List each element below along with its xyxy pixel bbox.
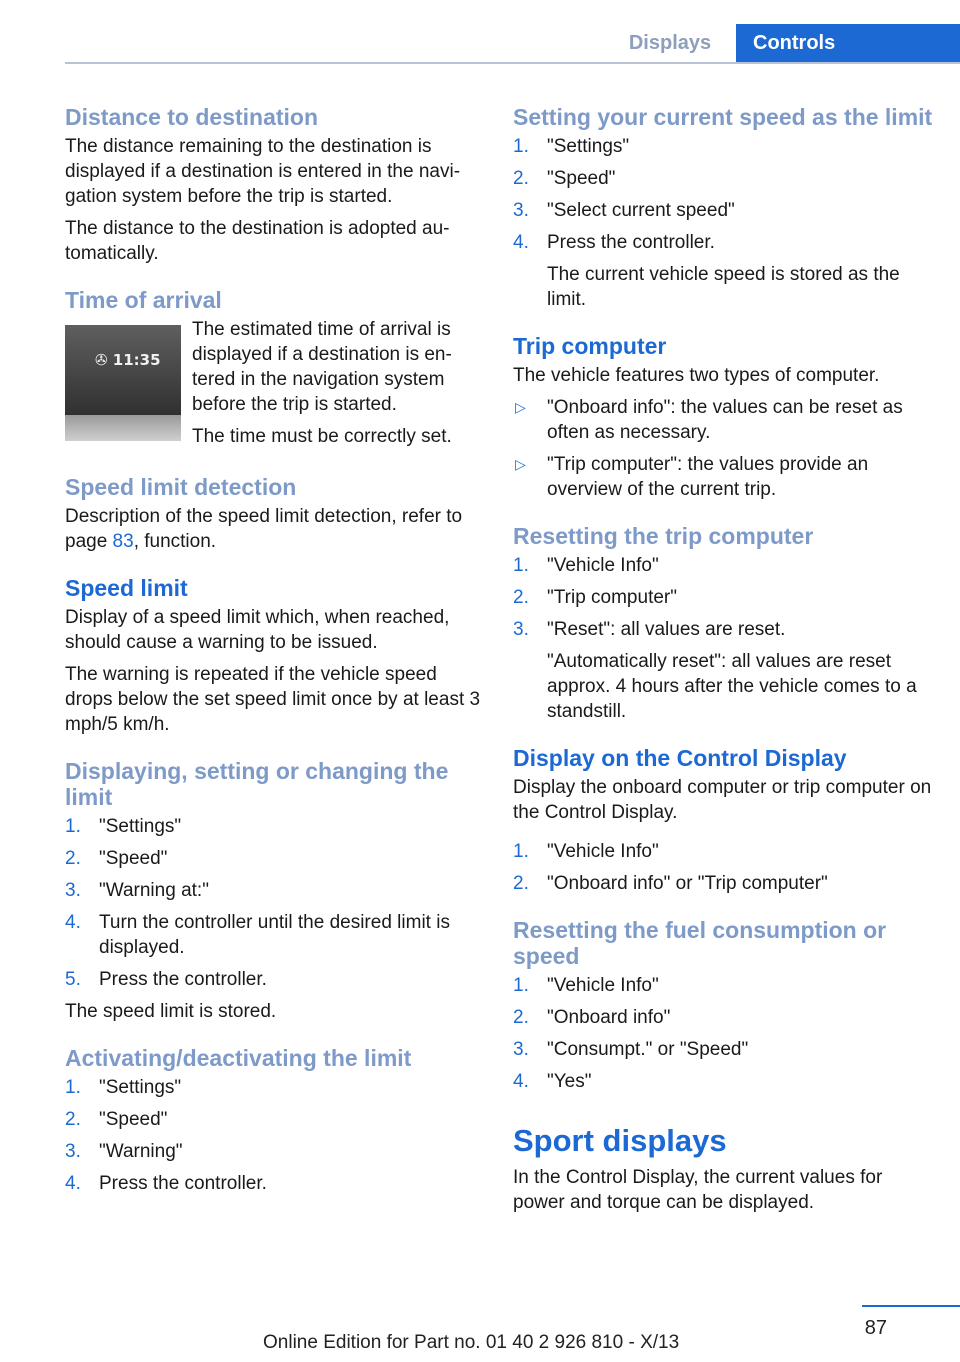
right-column [513, 100, 933, 1222]
list-item: 4. "Yes" [513, 1071, 592, 1092]
list-item: 2. "Trip computer" [513, 587, 677, 608]
heading-resetting-trip-computer: Resetting the trip computer [513, 523, 814, 549]
list-item: 1. "Vehicle Info" [513, 975, 659, 996]
numbered-list [65, 1075, 483, 1196]
header-bar [65, 24, 960, 64]
list-item: 1. "Vehicle Info" [513, 841, 659, 862]
list-item: 3. "Select current speed" [513, 200, 735, 221]
numbered-list [513, 134, 933, 312]
list-item: 2. "Speed" [513, 168, 616, 189]
list-item: 1. "Vehicle Info" [513, 555, 659, 576]
list-item: 4. Press the controller. [65, 1173, 267, 1194]
paragraph: In the Control Display, the current values for power and torque can be displayed. [513, 1167, 883, 1213]
paragraph: Display the onboard computer or trip computer on the Control Display. [513, 777, 932, 823]
footer-rule [862, 1305, 960, 1307]
heading-speed-limit: Speed limit [65, 575, 188, 601]
page-number: 87 [864, 1317, 887, 1339]
list-item: ▷ "Trip computer": the values provide an overview of the current trip. [515, 454, 869, 500]
paragraph: The distance to the destination is adopted automatically. [65, 218, 450, 264]
list-item: 1. "Settings" [65, 1077, 182, 1098]
list-item: 3. "Reset": all values are reset. "Automatically reset": all values are reset approx. 4 hours after the vehicle comes to a standstill. [513, 619, 917, 722]
list-item: 3. "Warning" [65, 1141, 183, 1162]
heading-trip-computer: Trip computer [513, 333, 667, 359]
heading-distance-to-destination: Distance to destination [65, 104, 319, 130]
list-item: 4. Press the controller. The current vehicle speed is stored as the limit. [513, 232, 900, 310]
list-item: ▷ "Onboard info": the values can be reset as often as necessary. [515, 397, 903, 443]
tab-displays[interactable]: Displays [628, 32, 712, 54]
list-item: 1. "Settings" [65, 816, 182, 837]
arrival-block [65, 317, 483, 456]
edition-note: Online Edition for Part no. 01 40 2 926 810 - X/13 [263, 1332, 680, 1353]
paragraph: The distance remaining to the destination is displayed if a destination is entered in the navigation system before the trip is started. [65, 136, 461, 207]
triangle-bullet-icon: ▷ [515, 456, 526, 472]
heading-control-display: Display on the Control Display [513, 745, 847, 771]
numbered-list [513, 839, 933, 896]
paragraph: The speed limit is stored. [65, 1001, 277, 1022]
page-link[interactable]: 83 [112, 531, 134, 552]
heading-current-speed-limit: Setting your current speed as the limit [513, 104, 933, 130]
heading-activating-limit: Activating/deactivating the limit [65, 1045, 412, 1071]
list-item: 2. "Onboard info" or "Trip computer" [513, 873, 828, 894]
heading-speed-limit-detection: Speed limit detection [65, 474, 297, 500]
tab-controls[interactable]: Controls [736, 24, 960, 62]
paragraph: The vehicle features two types of computer. [513, 365, 880, 386]
list-item: 4. Turn the controller until the desired limit is displayed. [65, 912, 450, 958]
paragraph: Description of the speed limit detection, refer to page 83, function. [65, 506, 463, 552]
list-item: 3. "Consumpt." or "Speed" [513, 1039, 749, 1060]
numbered-list [513, 973, 933, 1094]
numbered-list [513, 553, 933, 724]
numbered-list [65, 814, 483, 992]
clock-readout: ✇ 11:35 [95, 351, 161, 369]
list-item: 2. "Speed" [65, 848, 168, 869]
bullet-list [513, 395, 933, 502]
arrival-time-display-image [65, 325, 181, 441]
list-item: 2. "Onboard info" [513, 1007, 671, 1028]
list-item: 5. Press the controller. [65, 969, 267, 990]
heading-sport-displays: Sport displays [513, 1123, 727, 1158]
paragraph: The warning is repeated if the vehicle speed drops below the set speed limit once by at least 3 mph/5 km/h. [65, 664, 481, 735]
paragraph: The estimated time of arrival is displayed if a destination is entered in the navigation system before the trip is started. [192, 319, 452, 415]
heading-time-of-arrival: Time of arrival [65, 287, 222, 313]
list-item: 2. "Speed" [65, 1109, 168, 1130]
triangle-bullet-icon: ▷ [515, 399, 526, 415]
heading-displaying-limit: Displaying, setting or changing the limit [65, 758, 449, 810]
paragraph: The time must be correctly set. [192, 426, 452, 447]
left-column [65, 100, 483, 1203]
list-item: 3. "Warning at:" [65, 880, 209, 901]
heading-resetting-fuel: Resetting the fuel consumption or speed [513, 917, 887, 969]
paragraph: Display of a speed limit which, when reached, should cause a warning to be issued. [65, 607, 450, 653]
list-item: 1. "Settings" [513, 136, 630, 157]
